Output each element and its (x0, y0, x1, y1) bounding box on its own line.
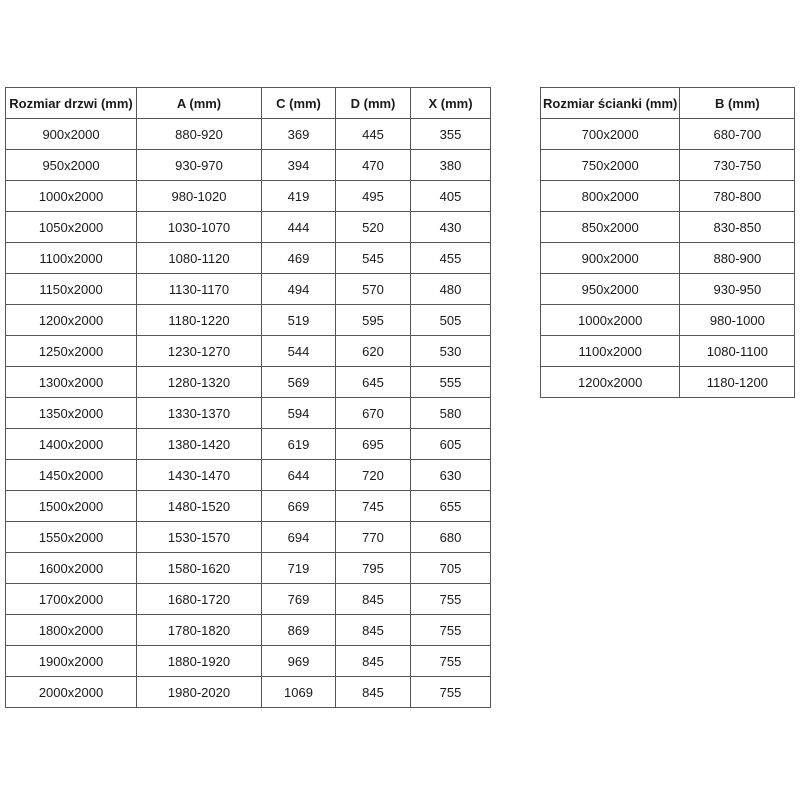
table-cell: 620 (336, 336, 411, 367)
table-row (541, 243, 795, 274)
column-header: A (mm) (137, 88, 262, 119)
table-cell: 755 (411, 584, 491, 615)
table-cell: 880-900 (680, 243, 795, 274)
table-row (6, 243, 491, 274)
table-cell: 1080-1100 (680, 336, 795, 367)
table-cell: 545 (336, 243, 411, 274)
table-cell: 1780-1820 (137, 615, 262, 646)
table-row (6, 274, 491, 305)
table-row (6, 429, 491, 460)
table-cell: 595 (336, 305, 411, 336)
table-cell: 1330-1370 (137, 398, 262, 429)
table-cell: 950x2000 (541, 274, 680, 305)
table-cell: 1880-1920 (137, 646, 262, 677)
table-row (541, 336, 795, 367)
table-cell: 1069 (262, 677, 336, 708)
table-cell: 900x2000 (6, 119, 137, 150)
table-cell: 455 (411, 243, 491, 274)
table-cell: 630 (411, 460, 491, 491)
table-cell: 1080-1120 (137, 243, 262, 274)
table-row (541, 212, 795, 243)
table-cell: 1050x2000 (6, 212, 137, 243)
table-cell: 669 (262, 491, 336, 522)
table-cell: 355 (411, 119, 491, 150)
table-cell: 1400x2000 (6, 429, 137, 460)
table-cell: 520 (336, 212, 411, 243)
table-cell: 2000x2000 (6, 677, 137, 708)
table-cell: 619 (262, 429, 336, 460)
table-cell: 1550x2000 (6, 522, 137, 553)
column-header: Rozmiar drzwi (mm) (6, 88, 137, 119)
door-size-table (5, 87, 491, 708)
table-cell: 1150x2000 (6, 274, 137, 305)
table-cell: 605 (411, 429, 491, 460)
table-row (6, 615, 491, 646)
table-cell: 670 (336, 398, 411, 429)
table-cell: 845 (336, 615, 411, 646)
table-cell: 530 (411, 336, 491, 367)
table-cell: 695 (336, 429, 411, 460)
header-row (541, 88, 795, 119)
table-cell: 880-920 (137, 119, 262, 150)
table-cell: 1380-1420 (137, 429, 262, 460)
table-cell: 405 (411, 181, 491, 212)
table-cell: 1130-1170 (137, 274, 262, 305)
table-cell: 680 (411, 522, 491, 553)
table-cell: 1200x2000 (541, 367, 680, 398)
table-cell: 845 (336, 584, 411, 615)
table-cell: 470 (336, 150, 411, 181)
tables-row (5, 87, 795, 708)
table-cell: 419 (262, 181, 336, 212)
table-cell: 594 (262, 398, 336, 429)
table-row (6, 398, 491, 429)
table-row (541, 305, 795, 336)
table-cell: 1250x2000 (6, 336, 137, 367)
table-cell: 795 (336, 553, 411, 584)
table-cell: 780-800 (680, 181, 795, 212)
table-cell: 369 (262, 119, 336, 150)
table-cell: 544 (262, 336, 336, 367)
table-cell: 769 (262, 584, 336, 615)
table-cell: 1180-1220 (137, 305, 262, 336)
table-cell: 850x2000 (541, 212, 680, 243)
table-cell: 570 (336, 274, 411, 305)
door-sizes-grid (5, 87, 491, 708)
table-row (6, 460, 491, 491)
table-cell: 494 (262, 274, 336, 305)
table-cell: 644 (262, 460, 336, 491)
column-header: D (mm) (336, 88, 411, 119)
table-cell: 1450x2000 (6, 460, 137, 491)
table-cell: 755 (411, 615, 491, 646)
table-cell: 655 (411, 491, 491, 522)
table-cell: 505 (411, 305, 491, 336)
table-cell: 645 (336, 367, 411, 398)
table-cell: 1100x2000 (541, 336, 680, 367)
wall-size-table (540, 87, 795, 398)
table-cell: 869 (262, 615, 336, 646)
table-cell: 980-1020 (137, 181, 262, 212)
table-cell: 730-750 (680, 150, 795, 181)
table-cell: 700x2000 (541, 119, 680, 150)
table-cell: 1800x2000 (6, 615, 137, 646)
table-cell: 495 (336, 181, 411, 212)
table-row (6, 677, 491, 708)
table-cell: 930-950 (680, 274, 795, 305)
table-row (6, 646, 491, 677)
table-cell: 1980-2020 (137, 677, 262, 708)
table-cell: 719 (262, 553, 336, 584)
table-cell: 1280-1320 (137, 367, 262, 398)
table-cell: 800x2000 (541, 181, 680, 212)
table-cell: 1000x2000 (541, 305, 680, 336)
table-row (541, 274, 795, 305)
wall-sizes-grid (540, 87, 795, 398)
column-header: B (mm) (680, 88, 795, 119)
table-cell: 1900x2000 (6, 646, 137, 677)
table-cell: 444 (262, 212, 336, 243)
table-cell: 1430-1470 (137, 460, 262, 491)
table-cell: 680-700 (680, 119, 795, 150)
table-cell: 694 (262, 522, 336, 553)
table-cell: 745 (336, 491, 411, 522)
table-cell: 519 (262, 305, 336, 336)
table-row (6, 305, 491, 336)
table-row (541, 150, 795, 181)
header-row (6, 88, 491, 119)
table-cell: 394 (262, 150, 336, 181)
table-row (6, 336, 491, 367)
table-row (6, 367, 491, 398)
table-cell: 900x2000 (541, 243, 680, 274)
table-cell: 830-850 (680, 212, 795, 243)
table-cell: 705 (411, 553, 491, 584)
table-cell: 1000x2000 (6, 181, 137, 212)
table-cell: 980-1000 (680, 305, 795, 336)
table-cell: 1030-1070 (137, 212, 262, 243)
table-cell: 1480-1520 (137, 491, 262, 522)
table-cell: 1700x2000 (6, 584, 137, 615)
table-cell: 1230-1270 (137, 336, 262, 367)
table-cell: 1100x2000 (6, 243, 137, 274)
table-cell: 1600x2000 (6, 553, 137, 584)
table-cell: 569 (262, 367, 336, 398)
table-row (6, 181, 491, 212)
table-cell: 1300x2000 (6, 367, 137, 398)
table-cell: 720 (336, 460, 411, 491)
table-cell: 1180-1200 (680, 367, 795, 398)
table-row (6, 522, 491, 553)
table-cell: 1500x2000 (6, 491, 137, 522)
table-cell: 1530-1570 (137, 522, 262, 553)
table-cell: 950x2000 (6, 150, 137, 181)
table-cell: 480 (411, 274, 491, 305)
table-cell: 930-970 (137, 150, 262, 181)
table-row (6, 150, 491, 181)
table-row (6, 212, 491, 243)
table-row (6, 491, 491, 522)
table-cell: 755 (411, 677, 491, 708)
table-row (6, 553, 491, 584)
column-header: Rozmiar ścianki (mm) (541, 88, 680, 119)
table-cell: 1680-1720 (137, 584, 262, 615)
table-cell: 555 (411, 367, 491, 398)
table-cell: 380 (411, 150, 491, 181)
column-header: X (mm) (411, 88, 491, 119)
table-cell: 750x2000 (541, 150, 680, 181)
table-cell: 1350x2000 (6, 398, 137, 429)
table-row (541, 367, 795, 398)
table-cell: 969 (262, 646, 336, 677)
table-row (6, 119, 491, 150)
table-cell: 445 (336, 119, 411, 150)
table-row (6, 584, 491, 615)
table-cell: 1580-1620 (137, 553, 262, 584)
table-cell: 430 (411, 212, 491, 243)
column-header: C (mm) (262, 88, 336, 119)
table-cell: 580 (411, 398, 491, 429)
table-cell: 845 (336, 677, 411, 708)
table-row (541, 181, 795, 212)
table-cell: 770 (336, 522, 411, 553)
table-row (541, 119, 795, 150)
table-cell: 1200x2000 (6, 305, 137, 336)
table-cell: 845 (336, 646, 411, 677)
table-cell: 469 (262, 243, 336, 274)
table-cell: 755 (411, 646, 491, 677)
